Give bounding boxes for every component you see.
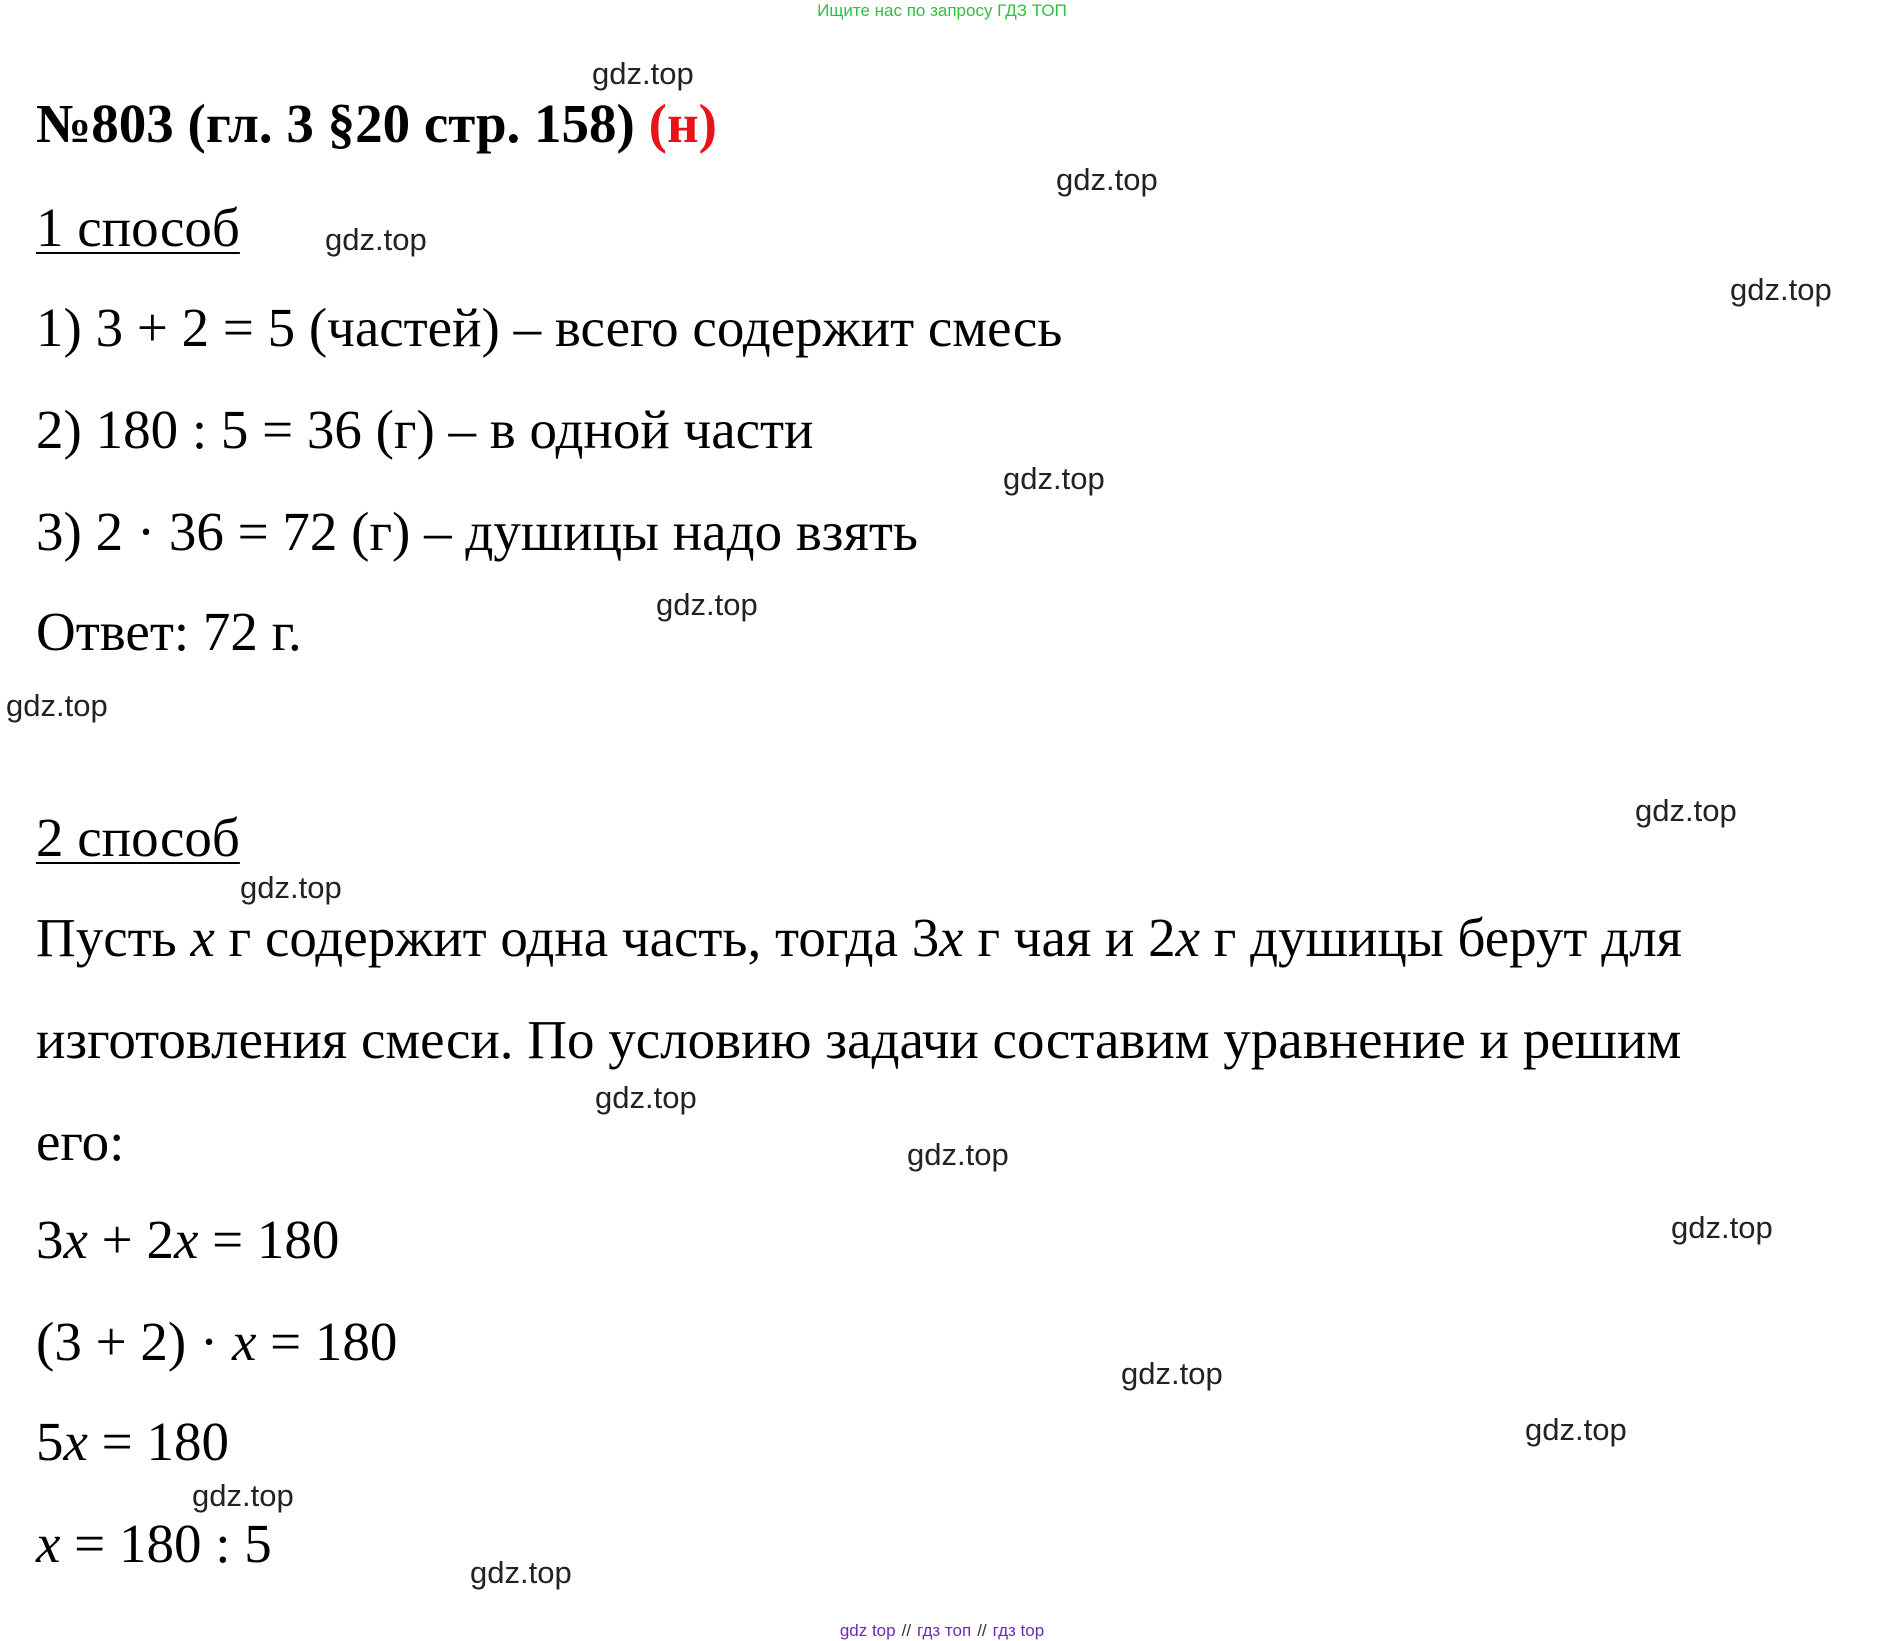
watermark: gdz.top: [592, 56, 694, 91]
footer-link-3[interactable]: гдз top: [992, 1621, 1045, 1640]
watermark: gdz.top: [656, 587, 758, 622]
watermark: gdz.top: [907, 1137, 1009, 1172]
watermark: gdz.top: [1003, 461, 1105, 496]
watermark: gdz.top: [470, 1555, 572, 1590]
watermark: gdz.top: [595, 1080, 697, 1115]
watermark: gdz.top: [240, 870, 342, 905]
method2-text-line-3: его:: [36, 1111, 125, 1172]
watermark: gdz.top: [1056, 162, 1158, 197]
method2-heading: 2 способ: [36, 807, 240, 868]
method1-answer: Ответ: 72 г.: [36, 601, 302, 662]
watermark: gdz.top: [6, 688, 108, 723]
method2-text-line-1: Пусть x г содержит одна часть, тогда 3x г чая и 2x г душицы берут для: [36, 907, 1682, 968]
footer-links: [0, 1621, 1884, 1641]
method1-step-2: 2) 180 : 5 = 36 (г) – в одной части: [36, 399, 814, 460]
footer-separator: //: [977, 1621, 987, 1640]
method1-step-1: 1) 3 + 2 = 5 (частей) – всего содержит смесь: [36, 297, 1063, 358]
watermark: gdz.top: [192, 1478, 294, 1513]
title-mark: (н): [648, 93, 717, 154]
page-title: [36, 92, 717, 155]
method1-heading: 1 способ: [36, 197, 240, 258]
footer-link-1[interactable]: gdz top: [839, 1621, 896, 1640]
title-main: №803 (гл. 3 §20 стр. 158): [36, 93, 635, 154]
method1-step-3: 3) 2 · 36 = 72 (г) – душицы надо взять: [36, 501, 918, 562]
watermark: gdz.top: [325, 222, 427, 257]
equation-2: (3 + 2) · x = 180: [36, 1311, 398, 1372]
top-banner: Ищите нас по запросу ГДЗ ТОП: [817, 1, 1067, 20]
method2-text-line-2: изготовления смеси. По условию задачи составим уравнение и решим: [36, 1009, 1682, 1070]
footer-separator: //: [901, 1621, 912, 1640]
footer-link-2[interactable]: гдз топ: [917, 1621, 972, 1640]
equation-4: x = 180 : 5: [36, 1513, 272, 1574]
watermark: gdz.top: [1730, 272, 1832, 307]
watermark: gdz.top: [1121, 1356, 1223, 1391]
equation-3: 5x = 180: [36, 1411, 229, 1472]
watermark: gdz.top: [1525, 1412, 1627, 1447]
equation-1: 3x + 2x = 180: [36, 1209, 340, 1270]
watermark: gdz.top: [1671, 1210, 1773, 1245]
watermark: gdz.top: [1635, 793, 1737, 828]
